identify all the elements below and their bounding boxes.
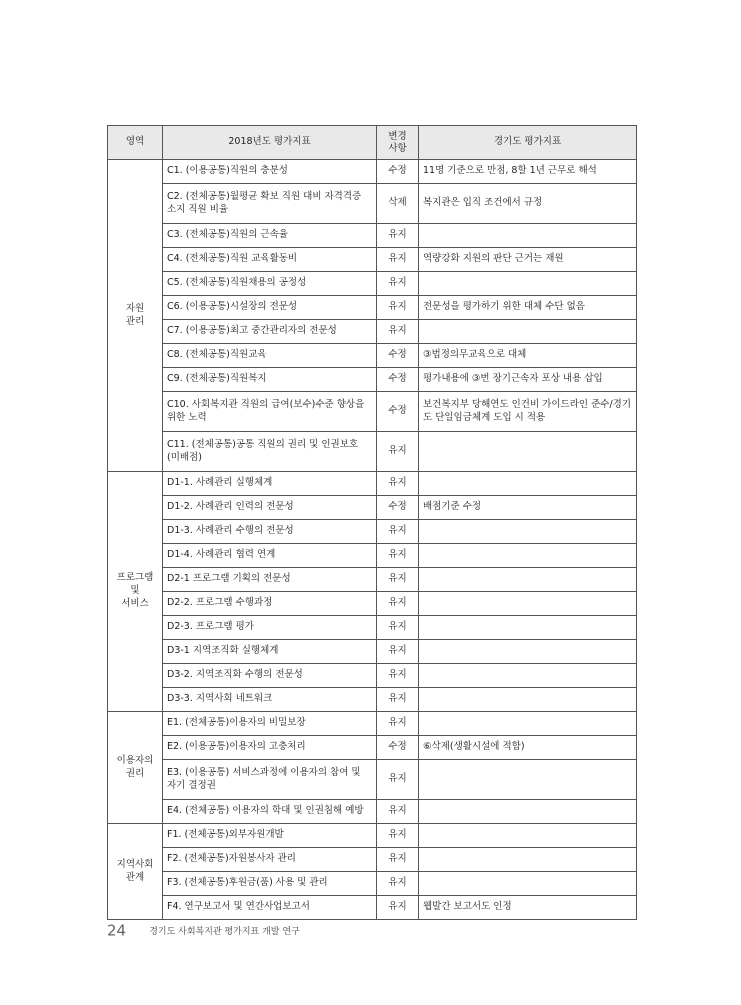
change-cell: 유지	[377, 296, 419, 320]
area-label-line: 자원	[125, 302, 145, 314]
indicator-cell: D2-3. 프로그램 평가	[163, 616, 377, 640]
change-cell: 유지	[377, 800, 419, 824]
table-row	[108, 496, 637, 520]
indicator-cell: E2. (이용공통)이용자의 고충처리	[163, 736, 377, 760]
table-header-row	[108, 126, 637, 160]
header-area: 영역	[108, 126, 163, 160]
table-row	[108, 472, 637, 496]
evaluation-indicator-table	[107, 125, 637, 920]
table-row	[108, 432, 637, 472]
indicator-cell: C3. (전체공통)직원의 근속율	[163, 224, 377, 248]
indicator-cell: C10. 사회복지관 직원의 급여(보수)수준 향상을 위한 노력	[163, 392, 377, 432]
header-change	[377, 126, 419, 160]
table-row	[108, 224, 637, 248]
header-gyeonggi-indicator: 경기도 평가지표	[419, 126, 637, 160]
indicator-cell: D1-1. 사례관리 실행체계	[163, 472, 377, 496]
indicator-cell: C2. (전체공통)월평균 확보 직원 대비 자격격증 소지 직원 비율	[163, 184, 377, 224]
gyeonggi-cell: 전문성을 평가하기 위한 대체 수단 없음	[419, 296, 637, 320]
area-cell	[108, 824, 163, 920]
gyeonggi-cell	[419, 664, 637, 688]
gyeonggi-cell	[419, 872, 637, 896]
table-row	[108, 368, 637, 392]
area-label-line: 지역사회	[116, 858, 154, 870]
gyeonggi-cell	[419, 848, 637, 872]
gyeonggi-cell: 웹발간 보고서도 인정	[419, 896, 637, 920]
gyeonggi-cell	[419, 592, 637, 616]
table-row	[108, 296, 637, 320]
indicator-cell: C11. (전체공통)공통 직원의 권리 및 인권보호 (미배점)	[163, 432, 377, 472]
change-cell: 수정	[377, 496, 419, 520]
indicator-cell: E4. (전체공통) 이용자의 학대 및 인권침해 예방	[163, 800, 377, 824]
page-footer	[107, 920, 300, 940]
gyeonggi-cell: 복지관은 입직 조건에서 규정	[419, 184, 637, 224]
change-cell: 유지	[377, 432, 419, 472]
indicator-cell: E3. (이용공통) 서비스과정에 이용자의 참여 및 자기 결정권	[163, 760, 377, 800]
footer-title: 경기도 사회복지관 평가지표 개발 연구	[149, 927, 300, 937]
table-row	[108, 736, 637, 760]
area-cell	[108, 712, 163, 824]
table-row	[108, 344, 637, 368]
indicator-cell: C9. (전체공통)직원복지	[163, 368, 377, 392]
gyeonggi-cell	[419, 224, 637, 248]
change-cell: 유지	[377, 616, 419, 640]
indicator-cell: D2-2. 프로그램 수행과정	[163, 592, 377, 616]
change-cell: 유지	[377, 664, 419, 688]
change-cell: 유지	[377, 472, 419, 496]
change-cell: 수정	[377, 160, 419, 184]
header-indicator-2018: 2018년도 평가지표	[163, 126, 377, 160]
change-cell: 유지	[377, 896, 419, 920]
indicator-cell: E1. (전체공통)이용자의 비밀보장	[163, 712, 377, 736]
gyeonggi-cell	[419, 824, 637, 848]
indicator-cell: C6. (이용공통)시설장의 전문성	[163, 296, 377, 320]
area-label-line: 및	[130, 585, 140, 597]
area-label-line: 프로그램	[116, 572, 154, 584]
area-cell	[108, 472, 163, 712]
gyeonggi-cell	[419, 320, 637, 344]
gyeonggi-cell	[419, 640, 637, 664]
indicator-cell: D1-4. 사례관리 협력 연계	[163, 544, 377, 568]
indicator-cell: D3-3. 지역사회 네트워크	[163, 688, 377, 712]
indicator-cell: F1. (전체공통)외부자원개발	[163, 824, 377, 848]
change-cell: 유지	[377, 272, 419, 296]
table-row	[108, 616, 637, 640]
table-row	[108, 520, 637, 544]
table-row	[108, 848, 637, 872]
change-cell: 유지	[377, 688, 419, 712]
indicator-cell: C8. (전체공통)직원교육	[163, 344, 377, 368]
gyeonggi-cell	[419, 616, 637, 640]
gyeonggi-cell: 평가내용에 ③번 장기근속자 포상 내용 삽입	[419, 368, 637, 392]
table-row	[108, 872, 637, 896]
table-row	[108, 896, 637, 920]
area-label-line: 관리	[125, 315, 145, 327]
table-row	[108, 320, 637, 344]
table-row	[108, 664, 637, 688]
gyeonggi-cell	[419, 520, 637, 544]
gyeonggi-cell: 역량강화 지원의 판단 근거는 재원	[419, 248, 637, 272]
change-cell: 유지	[377, 592, 419, 616]
table-row	[108, 272, 637, 296]
change-cell: 유지	[377, 544, 419, 568]
table-row	[108, 544, 637, 568]
gyeonggi-cell	[419, 272, 637, 296]
indicator-cell: D2-1 프로그램 기획의 전문성	[163, 568, 377, 592]
area-label-line: 이용자의	[116, 754, 154, 766]
gyeonggi-cell	[419, 760, 637, 800]
change-cell: 수정	[377, 736, 419, 760]
gyeonggi-cell	[419, 432, 637, 472]
indicator-cell: D3-1 지역조직화 실행체계	[163, 640, 377, 664]
change-cell: 수정	[377, 392, 419, 432]
gyeonggi-cell	[419, 568, 637, 592]
table-row	[108, 640, 637, 664]
table-row	[108, 760, 637, 800]
table-row	[108, 184, 637, 224]
page-number: 24	[107, 921, 127, 940]
gyeonggi-cell: 보건복지부 당해연도 인건비 가이드라인 준수/경기도 단일임금체계 도입 시 적용	[419, 392, 637, 432]
change-cell: 유지	[377, 760, 419, 800]
table-row	[108, 824, 637, 848]
change-cell: 유지	[377, 640, 419, 664]
table-row	[108, 392, 637, 432]
header-change-line2: 사항	[388, 142, 407, 154]
change-cell: 유지	[377, 224, 419, 248]
indicator-cell: D1-2. 사례관리 인력의 전문성	[163, 496, 377, 520]
change-cell: 유지	[377, 872, 419, 896]
change-cell: 유지	[377, 520, 419, 544]
change-cell: 유지	[377, 320, 419, 344]
indicator-cell: F4. 연구보고서 및 연간사업보고서	[163, 896, 377, 920]
gyeonggi-cell	[419, 688, 637, 712]
indicator-cell: F2. (전체공통)자원봉사자 관리	[163, 848, 377, 872]
change-cell: 삭제	[377, 184, 419, 224]
table-row	[108, 160, 637, 184]
table-body	[108, 160, 637, 920]
indicator-cell: C5. (전체공통)직원채용의 공정성	[163, 272, 377, 296]
gyeonggi-cell	[419, 712, 637, 736]
table-row	[108, 248, 637, 272]
change-cell: 유지	[377, 568, 419, 592]
table-row	[108, 688, 637, 712]
gyeonggi-cell	[419, 800, 637, 824]
table-row	[108, 800, 637, 824]
indicator-cell: C4. (전체공통)직원 교육활동비	[163, 248, 377, 272]
area-label-line: 관계	[125, 871, 145, 883]
gyeonggi-cell: 배점기준 수정	[419, 496, 637, 520]
indicator-cell: C1. (이용공통)직원의 충분성	[163, 160, 377, 184]
gyeonggi-cell: ③법정의무교육으로 대체	[419, 344, 637, 368]
gyeonggi-cell: 11명 기준으로 만점, 8할 1년 근무로 해석	[419, 160, 637, 184]
change-cell: 수정	[377, 368, 419, 392]
indicator-cell: D1-3. 사례관리 수행의 전문성	[163, 520, 377, 544]
change-cell: 수정	[377, 344, 419, 368]
gyeonggi-cell: ⑥삭제(생활시설에 적합)	[419, 736, 637, 760]
gyeonggi-cell	[419, 472, 637, 496]
indicator-cell: C7. (이용공통)최고 중간관리자의 전문성	[163, 320, 377, 344]
change-cell: 유지	[377, 824, 419, 848]
indicator-cell: F3. (전체공통)후원금(품) 사용 및 관리	[163, 872, 377, 896]
area-label-line: 권리	[125, 767, 145, 779]
table-row	[108, 592, 637, 616]
table-row	[108, 712, 637, 736]
area-cell	[108, 160, 163, 472]
change-cell: 유지	[377, 848, 419, 872]
header-change-line1: 변경	[388, 131, 407, 143]
change-cell: 유지	[377, 248, 419, 272]
table-row	[108, 568, 637, 592]
indicator-cell: D3-2. 지역조직화 수행의 전문성	[163, 664, 377, 688]
change-cell: 유지	[377, 712, 419, 736]
gyeonggi-cell	[419, 544, 637, 568]
area-label-line: 서비스	[121, 597, 149, 609]
